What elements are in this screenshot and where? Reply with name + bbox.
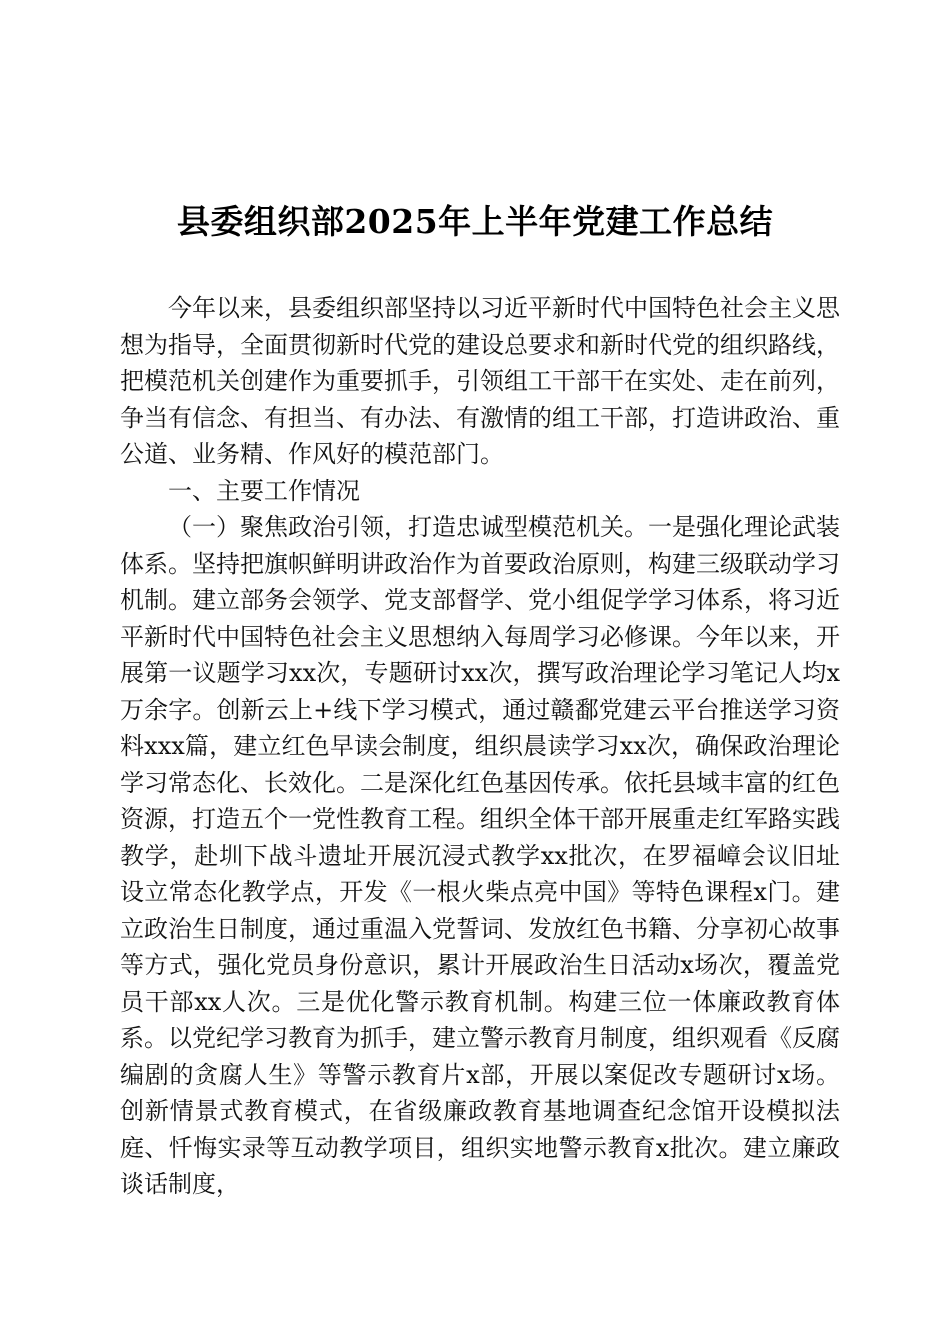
section-paragraph: （一）聚焦政治引领，打造忠诚型模范机关。一是强化理论武装体系。坚持把旗帜鲜明讲政治作为首要政治原则，构建三级联动学习机制。建立部务会领学、党支部督学、党小组促学学习体系，将习近平新时代中国特色社会主义思想纳入每周学习必修课。今年以来，开展第一议题学习xx次，专题研讨xx次，撰写政治理论学习笔记人均x万余字。创新云上+线下学习模式，通过赣鄱党建云平台推送学习资料xxx篇，建立红色早读会制度，组织晨读学习xx次，确保政治理论学习常态化、长效化。二是深化红色基因传承。依托县域丰富的红色资源，打造五个一党性教育工程。组织全体干部开展重走红军路实践教学，赴圳下战斗遗址开展沉浸式教学xx批次，在罗福嶂会议旧址设立常态化教学点，开发《一根火柴点亮中国》等特色课程x门。建立政治生日制度，通过重温入党誓词、发放红色书籍、分享初心故事等方式，强化党员身份意识，累计开展政治生日活动x场次，覆盖党员干部xx人次。三是优化警示教育机制。构建三位一体廉政教育体系。以党纪学习教育为抓手，建立警示教育月制度，组织观看《反腐编剧的贪腐人生》等警示教育片x部，开展以案促改专题研讨x场。创新情景式教育模式，在省级廉政教育基地调查纪念馆开设模拟法庭、忏悔实录等互动教学项目，组织实地警示教育x批次。建立廉政谈话制度， — [120, 513, 840, 1198]
document-body — [120, 290, 840, 1203]
document-title: 县委组织部2025年上半年党建工作总结 — [176, 202, 774, 241]
section-heading: 一、主要工作情况 — [168, 476, 360, 505]
intro-paragraph: 今年以来，县委组织部坚持以习近平新时代中国特色社会主义思想为指导，全面贯彻新时代党的建设总要求和新时代党的组织路线，把模范机关创建作为重要抓手，引领组工干部干在实处、走在前列，争当有信念、有担当、有办法、有激情的组工干部，打造讲政治、重公道、业务精、作风好的模范部门。 — [120, 294, 840, 468]
